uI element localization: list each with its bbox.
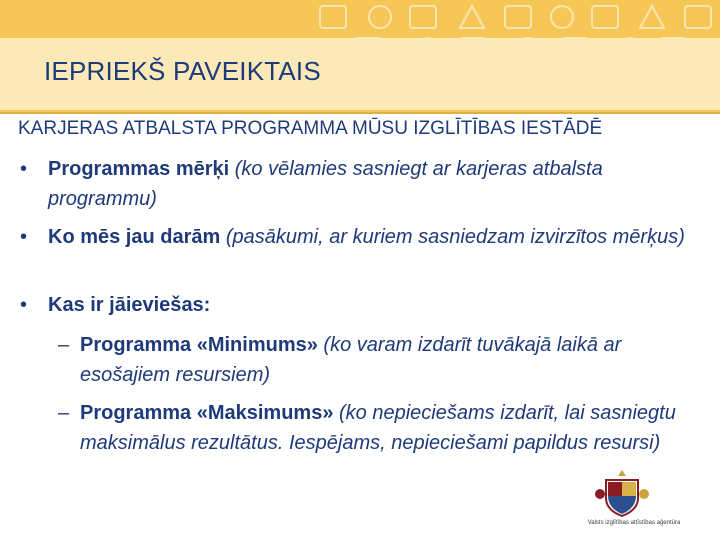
sub-bullet-label: Programma «Minimums» <box>80 334 318 356</box>
header-band <box>0 0 720 114</box>
page-title: IEPRIEKŠ PAVEIKTAIS <box>44 56 321 86</box>
coat-of-arms-icon <box>592 468 652 518</box>
sub-bullet-marker: – <box>58 402 70 424</box>
sub-list-item-maximum <box>58 398 700 458</box>
agency-caption: Valsts izglītības attīstības aģentūra <box>587 520 681 526</box>
list-item-to-implement <box>20 290 700 320</box>
list-item-goals <box>20 154 700 214</box>
bullet-label: Kas ir jāievieš <box>48 294 182 316</box>
bullet-label: Ko mēs jau darām <box>48 226 221 248</box>
bullet-marker: • <box>20 226 28 248</box>
list-item-current-activities <box>20 222 700 252</box>
bullet-marker: • <box>20 158 28 180</box>
bullet-label: Programmas mērķi <box>48 158 230 180</box>
sub-bullet-label: Programma «Maksimums» <box>80 402 334 424</box>
sub-bullet-detail: (ko varam izdarīt tuvākajā laikā ar esošajiem resursiem) <box>80 334 622 386</box>
bullet-detail: (ko vēlamies sasniegt ar karjeras atbalsta programmu) <box>48 158 603 210</box>
sub-bullet-detail: (ko nepieciešams izdarīt, lai sasniegtu maksimālus rezultātus. Iespējams, nepieciešami papildus resursi) <box>80 402 676 454</box>
sub-bullet-marker: – <box>58 334 70 356</box>
sub-list-item-minimum <box>58 330 700 390</box>
bullet-label-suffix: as: <box>181 294 211 316</box>
section-subtitle: KARJERAS ATBALSTA PROGRAMMA MŪSU IZGLĪTĪBAS IESTĀDĒ <box>18 118 603 139</box>
bullet-marker: • <box>20 294 28 316</box>
bullet-detail: (pasākumi, ar kuriem sasniedzam izvirzītos mērķus) <box>225 226 685 248</box>
